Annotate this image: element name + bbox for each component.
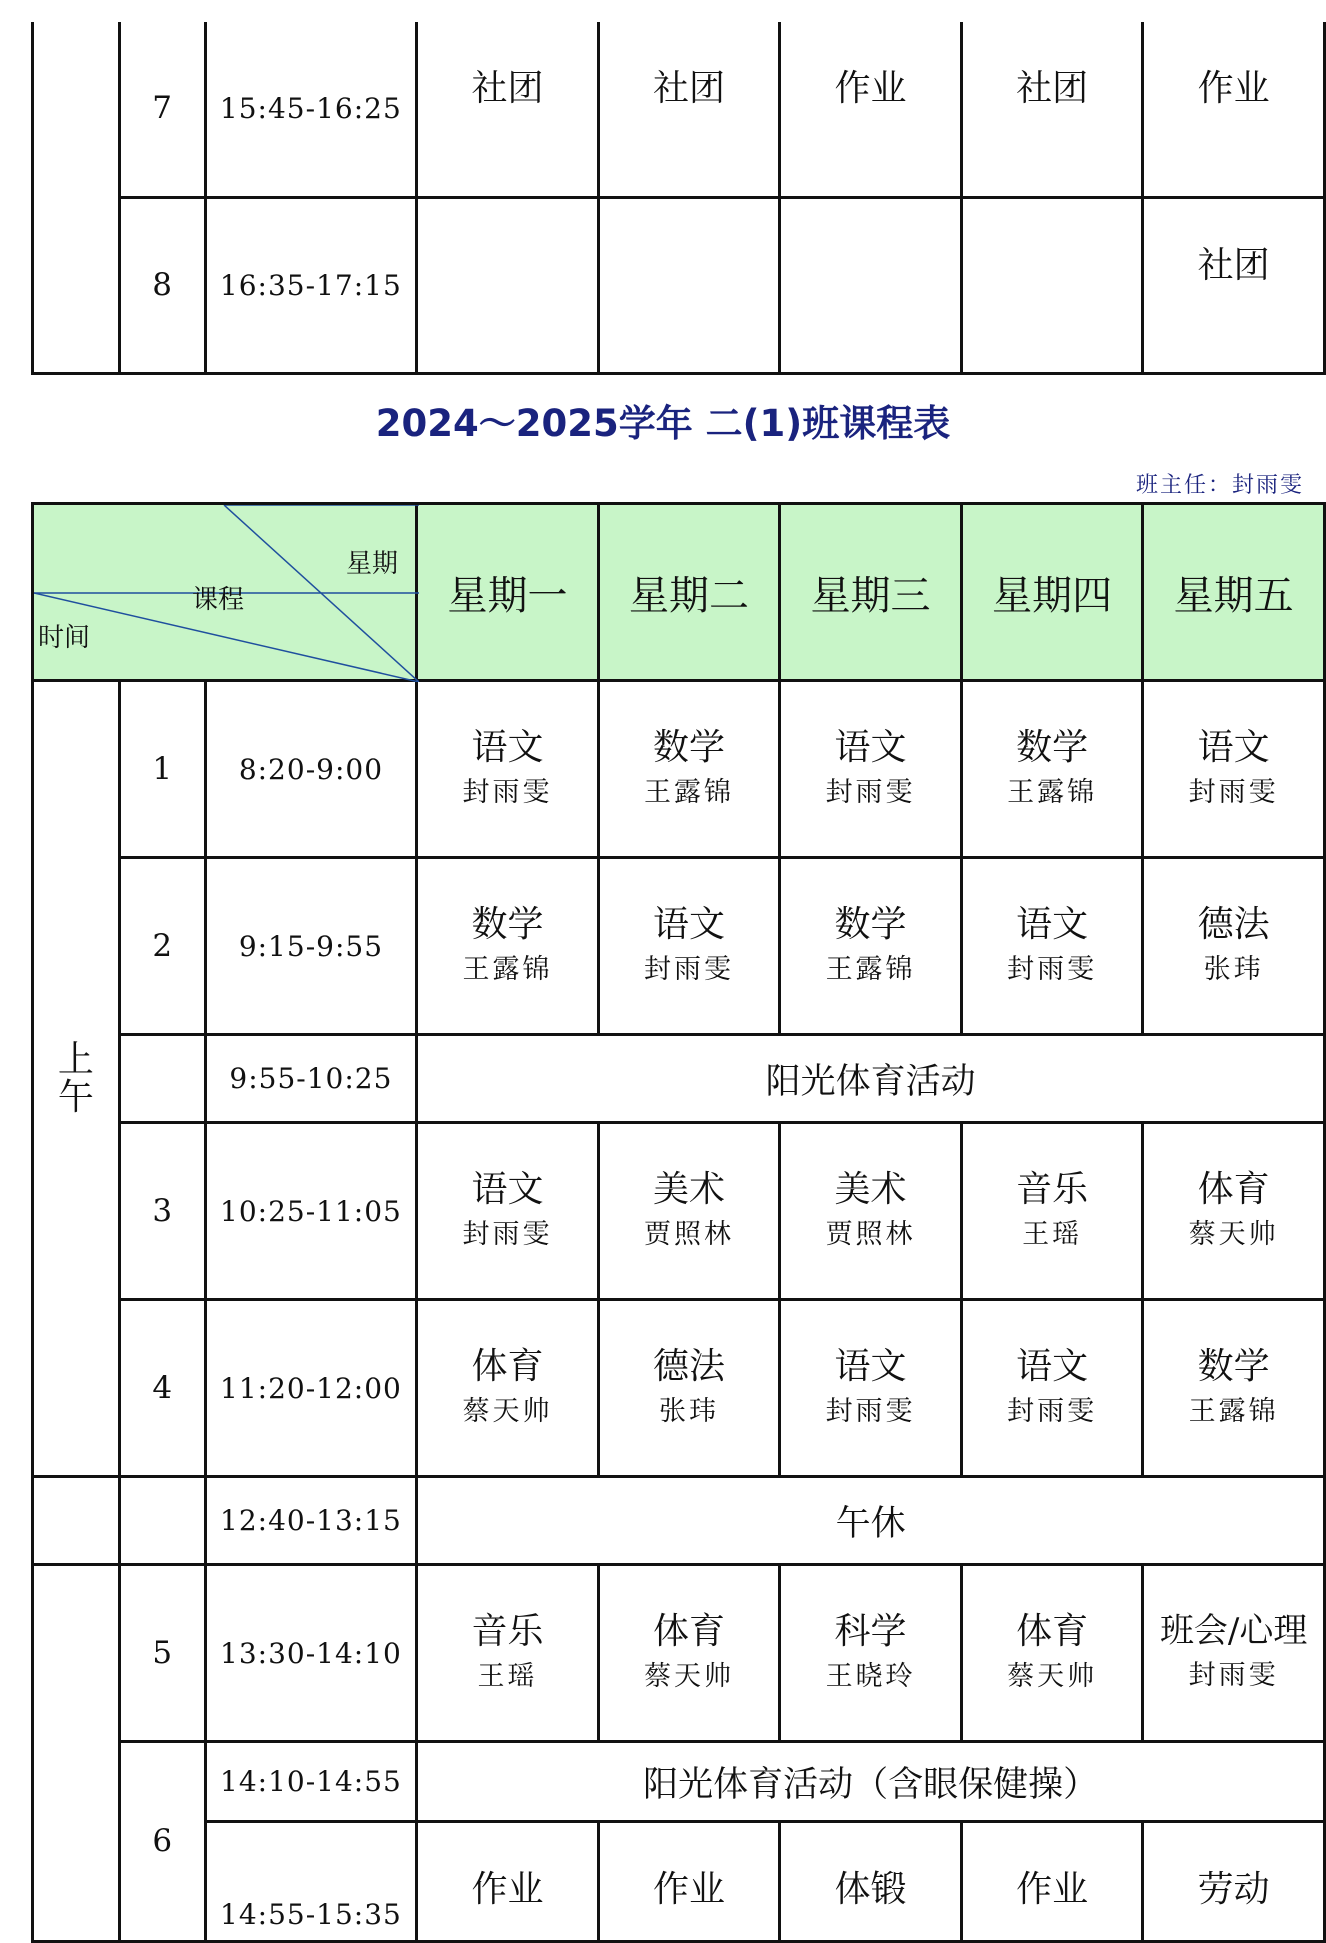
period-time: 9:15-9:55 [205,858,417,1035]
course-cell: 语文 封雨雯 [417,1123,599,1300]
table-row [33,22,1325,197]
corner-header-cell [33,504,417,681]
course-cell: 体锻 [780,1822,962,1942]
course-cell: 语文 封雨雯 [780,1300,962,1477]
course-cell: 数学 王露锦 [780,858,962,1035]
table-row [33,1742,1325,1822]
course-cell: 数学 王露锦 [1143,1300,1325,1477]
course-cell: 美术 贾照林 [780,1123,962,1300]
table-row [33,858,1325,1035]
corner-label-weekday: 星期 [346,549,399,579]
course-cell: 科学 王晓玲 [780,1565,962,1742]
course-cell: 社团 [417,22,599,197]
course-cell: 语文 封雨雯 [961,1300,1143,1477]
head-teacher-label: 班主任：封雨雯 [1135,473,1304,498]
period-time: 8:20-9:00 [205,681,417,858]
course-cell [780,197,962,373]
header-row [33,504,1325,681]
course-cell: 音乐 王瑶 [961,1123,1143,1300]
period-number: 7 [119,22,205,197]
period-time: 11:20-12:00 [205,1300,417,1477]
course-cell: 作业 [961,1822,1143,1942]
course-cell: 德法 张玮 [1143,858,1325,1035]
period-time: 13:30-14:10 [205,1565,417,1742]
course-cell: 社团 [961,22,1143,197]
table-row [33,1565,1325,1742]
course-cell: 数学 王露锦 [961,681,1143,858]
activity-cell: 阳光体育活动 [417,1035,1325,1123]
table-row [33,1822,1325,1942]
course-cell: 体育 蔡天帅 [598,1565,780,1742]
table-row [33,1035,1325,1123]
course-cell: 数学 王露锦 [417,858,599,1035]
course-cell [417,197,599,373]
course-cell [961,197,1143,373]
day-header-wed: 星期三 [780,504,962,681]
corner-label-course: 课程 [192,585,245,615]
course-cell: 体育 蔡天帅 [417,1300,599,1477]
course-cell: 社团 [598,22,780,197]
course-cell: 作业 [417,1822,599,1942]
course-cell: 德法 张玮 [598,1300,780,1477]
course-cell: 语文 封雨雯 [417,681,599,858]
page-title: 2024～2025学年 二(1)班课程表 [375,402,951,445]
course-cell: 语文 封雨雯 [961,858,1143,1035]
course-cell: 作业 [780,22,962,197]
period-time: 9:55-10:25 [205,1035,417,1123]
period-time: 14:10-14:55 [205,1742,417,1822]
period-number: 8 [119,197,205,373]
section-cell [33,1477,120,1565]
section-cell [33,22,120,373]
table-row [33,1477,1325,1565]
course-cell: 社团 [1143,197,1325,373]
course-cell: 语文 封雨雯 [780,681,962,858]
course-cell: 音乐 王瑶 [417,1565,599,1742]
period-time: 10:25-11:05 [205,1123,417,1300]
period-number [119,1477,205,1565]
day-header-fri: 星期五 [1143,504,1325,681]
course-cell: 班会/心理 封雨雯 [1143,1565,1325,1742]
course-cell: 数学 王露锦 [598,681,780,858]
course-cell: 语文 封雨雯 [598,858,780,1035]
period-number: 2 [119,858,205,1035]
period-number: 4 [119,1300,205,1477]
period-number: 3 [119,1123,205,1300]
day-header-mon: 星期一 [417,504,599,681]
day-header-thu: 星期四 [961,504,1143,681]
afternoon-section-cell [33,1565,120,1942]
table-row [33,681,1325,858]
morning-label: 上午 [33,681,120,1477]
period-number [119,1035,205,1123]
period-time: 15:45-16:25 [205,22,417,197]
class-schedule-table [31,502,1326,1943]
course-cell: 语文 封雨雯 [1143,681,1325,858]
period-time: 16:35-17:15 [205,197,417,373]
course-cell [598,197,780,373]
period-number: 6 [119,1742,205,1942]
period-number: 1 [119,681,205,858]
period-time: 14:55-15:35 [205,1822,417,1942]
previous-schedule-table [31,22,1326,375]
course-cell: 体育 蔡天帅 [1143,1123,1325,1300]
table-row [33,1123,1325,1300]
course-cell: 作业 [598,1822,780,1942]
period-number: 5 [119,1565,205,1742]
course-cell: 美术 贾照林 [598,1123,780,1300]
activity-cell: 午休 [417,1477,1325,1565]
course-cell: 劳动 [1143,1822,1325,1942]
course-cell: 作业 [1143,22,1325,197]
day-header-tue: 星期二 [598,504,780,681]
activity-cell: 阳光体育活动（含眼保健操） [417,1742,1325,1822]
course-cell: 体育 蔡天帅 [961,1565,1143,1742]
table-row [33,1300,1325,1477]
period-time: 12:40-13:15 [205,1477,417,1565]
table-row [33,197,1325,373]
corner-label-time: 时间 [38,623,91,653]
